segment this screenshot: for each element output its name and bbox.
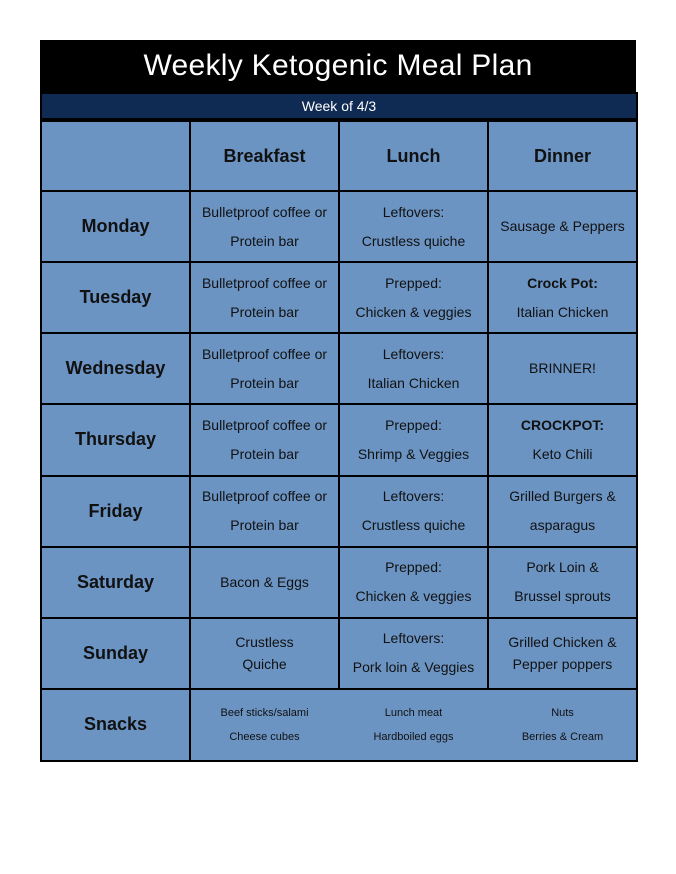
meal-line: Chicken & veggies: [355, 588, 472, 605]
dinner-cell: [488, 191, 637, 262]
header-row: [41, 121, 637, 191]
meal-line: Keto Chili: [532, 445, 593, 462]
meal-line: Protein bar: [230, 374, 299, 391]
meal-line: Lunch meat: [384, 706, 443, 719]
lunch-cell: [339, 618, 488, 689]
meal-line: Bulletproof coffee or: [201, 345, 328, 362]
meal-line: BRINNER!: [529, 360, 596, 377]
table-row: [41, 689, 637, 761]
table-row: [41, 476, 637, 547]
meal-line: Sausage & Peppers: [500, 218, 625, 235]
table-row: [41, 191, 637, 262]
dinner-cell: [488, 262, 637, 333]
day-label: Monday: [41, 191, 190, 262]
meal-line: Prepped:: [385, 274, 442, 291]
meal-line: Pork loin & Veggies: [352, 659, 475, 676]
meal-line: Hardboiled eggs: [373, 730, 454, 743]
meal-line: Cheese cubes: [229, 730, 300, 743]
meal-line: Quiche: [242, 656, 287, 673]
dinner-cell: [488, 689, 637, 761]
meal-line: Bacon & Eggs: [220, 573, 309, 590]
day-label: Snacks: [41, 689, 190, 761]
lunch-cell: [339, 476, 488, 547]
meal-line: Protein bar: [230, 232, 299, 249]
column-header-dinner: Dinner: [488, 121, 637, 191]
lunch-cell: [339, 191, 488, 262]
breakfast-cell: [190, 262, 339, 333]
meal-line: Leftovers:: [382, 630, 445, 647]
meal-line: Bulletproof coffee or: [201, 203, 328, 220]
table-row: [41, 262, 637, 333]
meal-line: Leftovers:: [382, 345, 445, 362]
dinner-cell: [488, 333, 637, 404]
day-label: Tuesday: [41, 262, 190, 333]
lunch-cell: [339, 262, 488, 333]
day-label: Friday: [41, 476, 190, 547]
day-label: Wednesday: [41, 333, 190, 404]
meal-line: Crustless: [235, 634, 294, 651]
table-row: [41, 618, 637, 689]
page-title: Weekly Ketogenic Meal Plan: [40, 40, 636, 92]
meal-line: Leftovers:: [382, 203, 445, 220]
dinner-heading: CROCKPOT:: [520, 416, 605, 433]
meal-line: Bulletproof coffee or: [201, 274, 328, 291]
breakfast-cell: [190, 689, 339, 761]
table-row: [41, 333, 637, 404]
meal-line: Pepper poppers: [512, 656, 613, 673]
lunch-cell: [339, 689, 488, 761]
meal-line: Shrimp & Veggies: [357, 445, 470, 462]
meal-line: Prepped:: [385, 416, 442, 433]
meal-line: Chicken & veggies: [355, 303, 472, 320]
meal-line: Italian Chicken: [516, 303, 609, 320]
day-label: Thursday: [41, 404, 190, 475]
meal-line: Crustless quiche: [361, 517, 466, 534]
dinner-cell: [488, 476, 637, 547]
meal-line: Prepped:: [385, 559, 442, 576]
corner-cell: [41, 121, 190, 191]
week-label: Week of 4/3: [40, 92, 638, 120]
meal-line: Protein bar: [230, 445, 299, 462]
meal-line: Grilled Burgers &: [509, 488, 616, 505]
meal-line: asparagus: [529, 517, 596, 534]
dinner-cell: [488, 547, 637, 618]
lunch-cell: [339, 547, 488, 618]
meal-line: Berries & Cream: [521, 730, 604, 743]
breakfast-cell: [190, 476, 339, 547]
meal-line: Beef sticks/salami: [220, 706, 309, 719]
meal-plan-table: [40, 120, 638, 762]
meal-line: Pork Loin &: [526, 559, 599, 576]
breakfast-cell: [190, 191, 339, 262]
meal-line: Protein bar: [230, 517, 299, 534]
column-header-breakfast: Breakfast: [190, 121, 339, 191]
meal-line: Nuts: [551, 706, 574, 719]
table-row: [41, 404, 637, 475]
dinner-cell: [488, 404, 637, 475]
breakfast-cell: [190, 618, 339, 689]
breakfast-cell: [190, 547, 339, 618]
breakfast-cell: [190, 404, 339, 475]
dinner-heading: Crock Pot:: [527, 274, 598, 291]
meal-line: Crustless quiche: [361, 232, 466, 249]
day-label: Sunday: [41, 618, 190, 689]
meal-line: Grilled Chicken &: [508, 634, 617, 651]
column-header-lunch: Lunch: [339, 121, 488, 191]
day-label: Saturday: [41, 547, 190, 618]
breakfast-cell: [190, 333, 339, 404]
meal-line: Italian Chicken: [367, 374, 460, 391]
table-row: [41, 547, 637, 618]
lunch-cell: [339, 404, 488, 475]
meal-line: Leftovers:: [382, 488, 445, 505]
dinner-cell: [488, 618, 637, 689]
meal-line: Brussel sprouts: [514, 588, 611, 605]
meal-line: Bulletproof coffee or: [201, 416, 328, 433]
meal-line: Protein bar: [230, 303, 299, 320]
lunch-cell: [339, 333, 488, 404]
meal-line: Bulletproof coffee or: [201, 488, 328, 505]
